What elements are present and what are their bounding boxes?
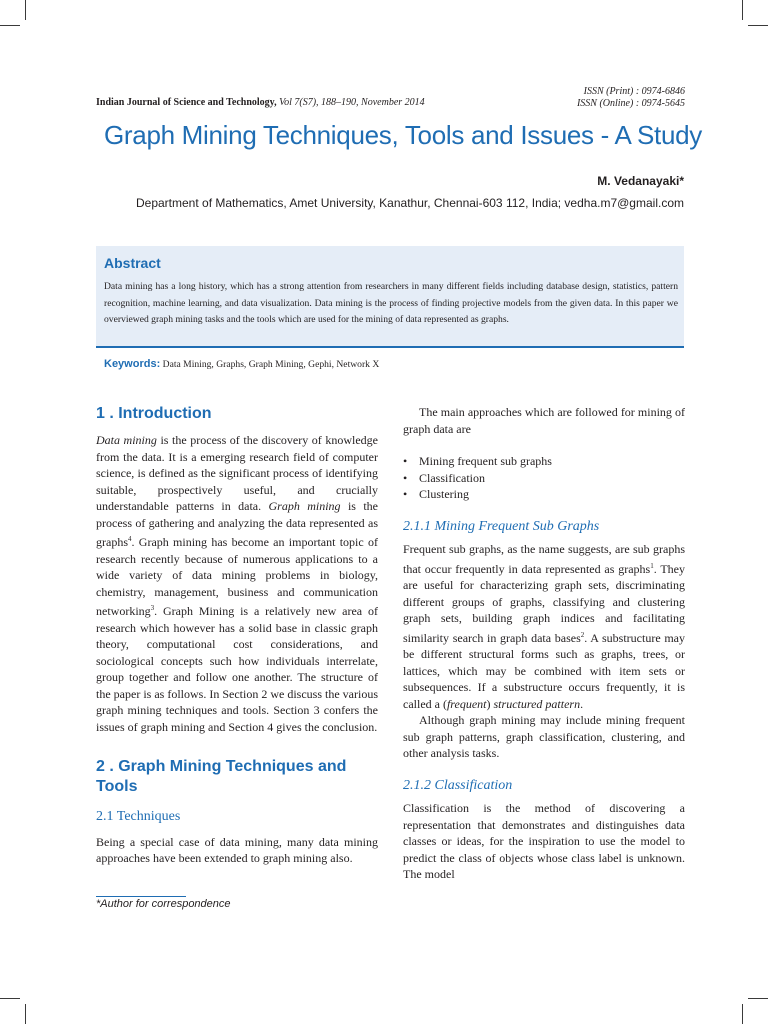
crop-mark: [0, 998, 20, 999]
text-run: Frequent sub graphs, as the name suggests, are sub graphs that occur frequently in data represented as graphs: [403, 542, 685, 576]
crop-mark: [748, 998, 768, 999]
text-run: ): [486, 696, 494, 711]
citation-ref: 1: [650, 561, 654, 570]
term-frequent: frequent: [446, 696, 487, 711]
frequent-subgraphs-paragraph: [403, 541, 685, 712]
citation-ref: 2: [580, 630, 585, 639]
volume-info: Vol 7(S7), 188–190, November 2014: [279, 97, 425, 108]
footnote: *Author for correspondence: [96, 898, 231, 910]
list-item: • Classification: [403, 470, 685, 487]
left-column: [96, 404, 378, 867]
subsection-heading-techniques: 2.1 Techniques: [96, 809, 181, 824]
text-run: . Graph Mining is a relatively new area of research which however has a solid base in classic graph theory, computational cost considerations, and sociological concepts such how individuals interrelate, group together and follow one another. The structure of the paper is as follows. In Section 2 we discuss the various graph mining techniques and tools. Section 3 confers the issues of graph mining and Section 4 gives the conclusion.: [96, 604, 378, 734]
paper-title: Graph Mining Techniques, Tools and Issues - A Study: [104, 120, 702, 150]
keywords-label: Keywords:: [104, 358, 161, 370]
citation-ref: 3: [150, 604, 155, 612]
text-run: .: [580, 696, 584, 711]
keywords: [104, 358, 379, 370]
term-data-mining: Data mining: [96, 433, 157, 447]
section-heading-techniques-tools: 2 . Graph Mining Techniques and Tools: [96, 758, 347, 795]
crop-mark: [25, 1004, 26, 1024]
text-run: is the process of the discovery of knowledge from the data. It is a emerging research field of computer science, is defined as the significant process of identifying suitable, prospectively useful, and crucially understandable patterns in data.: [96, 433, 379, 513]
graph-mining-paragraph: Although graph mining may include mining frequent sub graph patterns, graph classification, clustering, and other analysis tasks.: [403, 713, 685, 760]
issn-online: ISSN (Online) : 0974-5645: [576, 98, 685, 109]
term-graph-mining: Graph mining: [268, 499, 341, 513]
list-item: • Mining frequent sub graphs: [403, 453, 685, 470]
crop-mark: [742, 0, 743, 20]
text-run: is the process of gathering and analyzing the data represented as graphs: [96, 499, 378, 549]
author-name: M. Vedanayaki*: [597, 174, 684, 188]
approach-paragraph: The main approaches which are followed for mining of graph data are: [403, 405, 685, 436]
keywords-text: Data Mining, Graphs, Graph Mining, Gephi, Network X: [162, 359, 380, 370]
section-heading-introduction: 1 . Introduction: [96, 405, 212, 422]
crop-mark: [0, 25, 20, 26]
right-column: [403, 404, 685, 883]
text-run: . They are useful for characterizing graph sets, discriminating different groups of graphs, classifying and clustering graph sets, building graph indices and facilitating similarity search in graph data bases: [403, 561, 685, 645]
text-run: . Graph mining has become an important topic of research recently because of numerous applications to a wide variety of data mining problems in biology, chemistry, management, business and communication networking: [96, 535, 378, 618]
issn-print: ISSN (Print) : 0974-6846: [583, 86, 685, 97]
classification-paragraph: Classification is the method of discovering a representation that demonstrates and distinguishes data classes or ideas, for the inspiration to use the model to predict the class of objects whose class label is unknown. The model: [403, 801, 685, 881]
crop-mark: [748, 25, 768, 26]
text-run: . A substructure may be different structural forms such as graphs, trees, or lattices, which may be combined with item sets or subsequences. If a substructure occurs frequently, it is called a (: [403, 630, 686, 711]
citation-ref: 4: [128, 535, 132, 543]
journal-name: Indian Journal of Science and Technology,: [96, 97, 277, 108]
abstract-divider: [96, 346, 684, 348]
abstract-heading: Abstract: [104, 255, 161, 271]
crop-mark: [742, 1004, 743, 1024]
subsection-heading-frequent-subgraphs: 2.1.1 Mining Frequent Sub Graphs: [403, 518, 600, 534]
term-structured-pattern: structured pattern: [493, 696, 581, 711]
techniques-paragraph: Being a special case of data mining, many data mining approaches have been extended to graph mining also.: [96, 834, 378, 865]
journal-citation: [96, 97, 425, 108]
intro-paragraph: [96, 432, 378, 735]
abstract-text: Data mining has a long history, which has a strong attention from researchers in many different fields including database design, statistics, pattern recognition, machine learning, and data visualization. Data mining is the process of finding projective models from the given data. In this paper we overviewed graph mining tasks and the tools which are used for the mining of data represented as graphs.: [104, 281, 678, 325]
subsection-heading-classification: 2.1.2 Classification: [403, 777, 513, 793]
author-affiliation: Department of Mathematics, Amet University, Kanathur, Chennai-603 112, India; vedha.m7@gmail.com: [135, 196, 684, 210]
list-item: • Clustering: [403, 486, 685, 503]
crop-mark: [25, 0, 26, 20]
approach-list: [403, 453, 685, 503]
footnote-divider: [96, 896, 186, 897]
